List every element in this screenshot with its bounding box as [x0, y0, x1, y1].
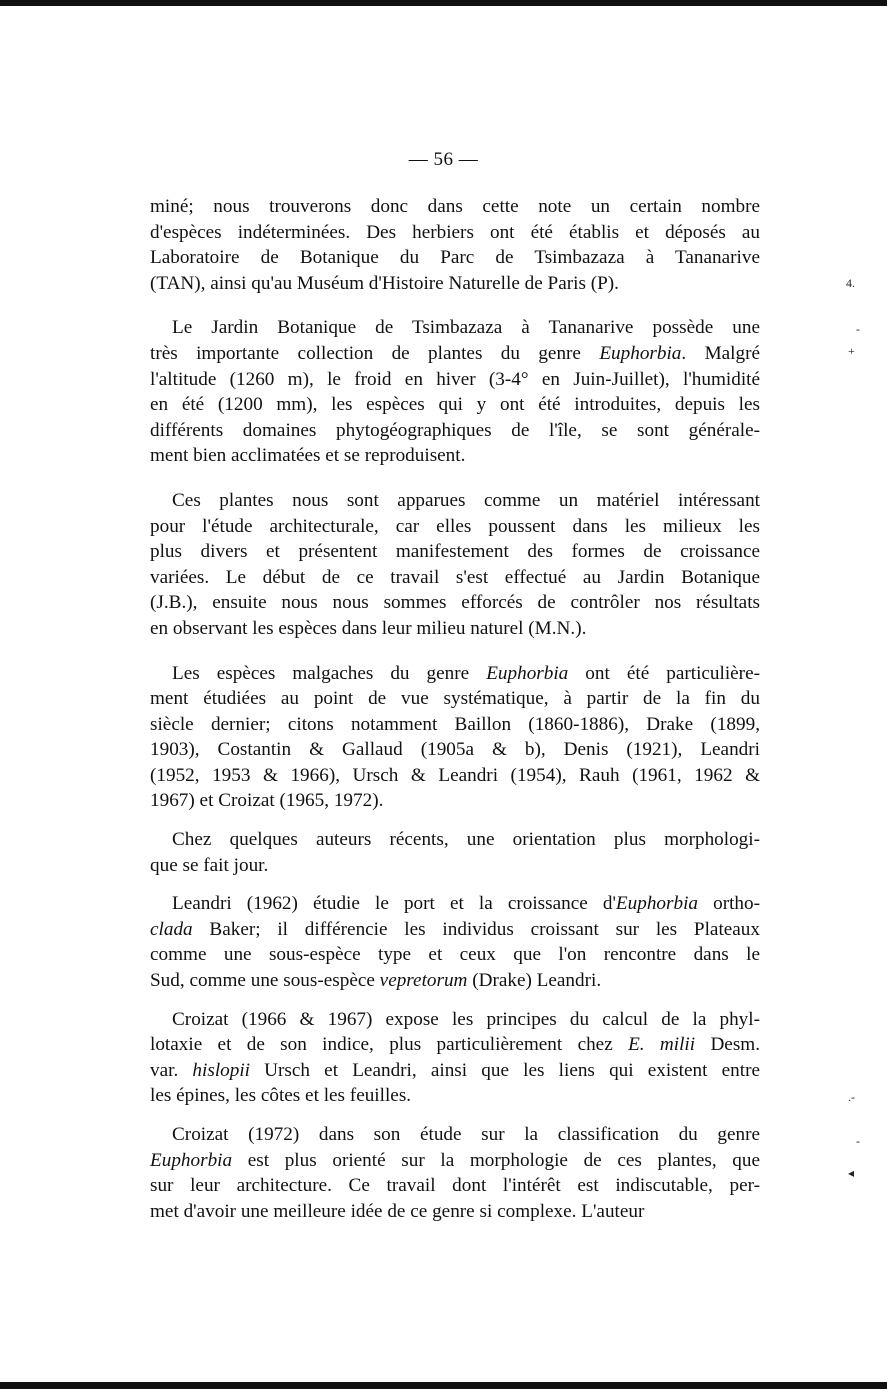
text-line: que se fait jour. — [150, 854, 269, 876]
text-line: (TAN), ainsi qu'au Muséum d'Histoire Naturelle de Paris (P). — [150, 272, 619, 294]
paragraph-gap — [150, 814, 760, 827]
paragraph-gap — [150, 994, 760, 1007]
paragraph — [150, 488, 760, 642]
margin-mark: 4. — [846, 276, 855, 290]
text-line: clada Baker; il différencie les individus croissant sur les Plateaux — [150, 918, 760, 940]
text-line: ment étudiées au point de vue systématique, à partir de la fin du — [150, 688, 760, 710]
margin-mark: - — [856, 1134, 860, 1148]
text-line: siècle dernier; citons notamment Baillon (1860-1886), Drake (1899, — [150, 713, 760, 735]
paragraph-gap — [150, 1109, 760, 1122]
page-bottom-border — [0, 1382, 887, 1389]
text-line: variées. Le début de ce travail s'est effectué au Jardin Botanique — [150, 566, 760, 588]
margin-mark: .- — [848, 1090, 855, 1104]
text-line: Croizat (1966 & 1967) expose les principes du calcul de la phyl- — [172, 1008, 760, 1030]
paragraph — [150, 315, 760, 469]
text-line: différents domaines phytogéographiques de l'île, se sont générale- — [150, 419, 760, 441]
text-line: met d'avoir une meilleure idée de ce genre si complexe. L'auteur — [150, 1200, 645, 1222]
text-line: pour l'étude architecturale, car elles poussent dans les milieux les — [150, 515, 760, 537]
paragraph — [150, 1122, 760, 1224]
text-line: miné; nous trouverons donc dans cette note un certain nombre — [150, 196, 760, 217]
paragraph — [150, 1007, 760, 1109]
page-top-border — [0, 0, 887, 6]
paragraph — [150, 827, 760, 878]
text-line: sur leur architecture. Ce travail dont l'intérêt est indiscutable, per- — [150, 1175, 760, 1197]
text-line: (J.B.), ensuite nous nous sommes efforcés de contrôler nos résultats — [150, 592, 760, 614]
text-line: var. hislopii Ursch et Leandri, ainsi que les liens qui existent entre — [150, 1059, 760, 1081]
margin-mark: ◂ — [848, 1166, 855, 1180]
text-line: (1952, 1953 & 1966), Ursch & Leandri (1954), Rauh (1961, 1962 & — [150, 764, 760, 786]
text-line: Le Jardin Botanique de Tsimbazaza à Tananarive possède une — [172, 317, 760, 339]
text-line: comme une sous-espèce type et ceux que l'on rencontre dans le — [150, 944, 760, 966]
text-line: Euphorbia est plus orienté sur la morphologie de ces plantes, que — [150, 1149, 760, 1171]
margin-mark: - — [856, 322, 860, 336]
paragraph-gap — [150, 642, 760, 661]
text-line: en été (1200 mm), les espèces qui y ont été introduites, depuis les — [150, 394, 760, 416]
paragraph — [150, 194, 760, 296]
text-line: Laboratoire de Botanique du Parc de Tsimbazaza à Tananarive — [150, 247, 760, 269]
text-line: Les espèces malgaches du genre Euphorbia ont été particulière- — [172, 662, 760, 684]
text-line: ment bien acclimatées et se reproduisent. — [150, 445, 466, 467]
text-line: l'altitude (1260 m), le froid en hiver (3-4° en Juin-Juillet), l'humidité — [150, 368, 760, 390]
text-line: Croizat (1972) dans son étude sur la classification du genre — [172, 1124, 760, 1145]
text-line: lotaxie et de son indice, plus particulièrement chez E. milii Desm. — [150, 1034, 761, 1056]
paragraph-gap — [150, 878, 760, 891]
paragraph-gap — [150, 469, 760, 488]
text-line: les épines, les côtes et les feuilles. — [150, 1085, 412, 1107]
text-line: 1903), Costantin & Gallaud (1905a & b), Denis (1921), Leandri — [150, 739, 760, 761]
paragraph — [150, 891, 760, 993]
text-line: en observant les espèces dans leur milieu naturel (M.N.). — [150, 617, 587, 639]
text-line: Leandri (1962) étudie le port et la croissance d'Euphorbia ortho- — [172, 893, 760, 915]
text-line: Chez quelques auteurs récents, une orientation plus morphologi- — [172, 829, 760, 851]
text-line: 1967) et Croizat (1965, 1972). — [150, 790, 384, 812]
text-line: très importante collection de plantes du genre Euphorbia. Malgré — [150, 342, 760, 364]
text-line: plus divers et présentent manifestement des formes de croissance — [150, 541, 760, 563]
page-number: — 56 — — [408, 149, 479, 170]
text-line: Sud, comme une sous-espèce vepretorum (Drake) Leandri. — [150, 970, 602, 992]
body-text — [150, 194, 760, 1224]
paragraph-gap — [150, 296, 760, 315]
margin-mark: + — [848, 344, 855, 358]
paragraph — [150, 661, 760, 815]
text-line: Ces plantes nous sont apparues comme un matériel intéressant — [172, 489, 760, 511]
text-line: d'espèces indéterminées. Des herbiers ont été établis et déposés au — [150, 221, 760, 243]
